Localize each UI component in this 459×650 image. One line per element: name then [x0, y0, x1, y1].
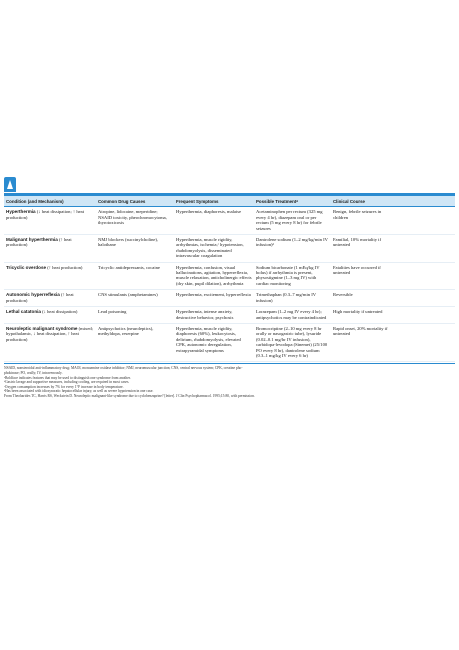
condition-cell: [4, 265, 96, 287]
clinical-course-cell: Benign, febrile seizures in children: [333, 209, 382, 220]
table-row: [4, 307, 455, 324]
symptoms-cell: Hyperthermia, muscle rigidity, arrhythmias, ischemia,ᶜ hypotension, rhabdomyolysis, disseminated intravascular coagulation: [176, 237, 244, 259]
clinical-course-cell: Reversible: [333, 292, 353, 298]
condition-name: Lethal catatonia: [6, 309, 41, 315]
header-treatment: Possible Treatmentᵃ: [256, 199, 298, 204]
condition-mechanism: (↑ heat production): [6, 292, 74, 303]
drug-causes-cell: CNS stimulants (amphetamines): [98, 292, 158, 298]
symptoms-cell: Hyperthermia, excitement, hyperreflexia: [176, 292, 251, 298]
treatment-cell: Lorazepam (1–2 mg IV every 4 hr); antipsychotics may be contraindicated: [256, 309, 327, 320]
drug-causes-cell: Antipsychotics (neuroleptics), methyldopa, reserpine: [98, 325, 154, 337]
header-clinical-course: Clinical Course: [333, 199, 365, 204]
treatment-cell: Sodium bicarbonate (1 mEq/kg IV bolus) if arrhythmia is present, physostigmine (1–3 mg IV) with cardiac monitoring: [256, 264, 320, 286]
footnote-b: ᵇGastric lavage and supportive measures, including cooling, are required in most cases.: [4, 380, 130, 385]
footnote-c: ᶜOxygen consumption increases by 7% for every 1°F increase in body temperature.: [4, 384, 124, 389]
clinical-course-cell: Rapid onset, 20% mortality if untreated: [333, 325, 388, 337]
condition-mechanism: (↓ heat dissipation; ↑ heat production): [6, 209, 84, 220]
condition-cell: [4, 326, 96, 358]
condition-name: Tricyclic overdose: [6, 264, 47, 270]
header-symptoms: Frequent Symptoms: [176, 199, 219, 204]
condition-name: Autonomic hyperreflexia: [6, 292, 60, 298]
condition-cell: [4, 237, 96, 259]
drug-causes-cell: Atropine, lidocaine, meperidine; NSAID toxicity, pheochromocytoma, thyrotoxicosis: [98, 209, 167, 226]
drug-causes-cell: Tricyclic antidepressants, cocaine: [98, 264, 160, 270]
symptoms-cell: Hyperthermia, muscle rigidity, diaphoresis (60%), leukocytosis, delirium, rhabdomyolysis, elevated CPK, autonomic deregulation, extrapyramidal symptoms: [176, 325, 241, 353]
clinical-course-cell: Familial, 10% mortality if untreated: [333, 237, 381, 248]
symptoms-cell: Hyperthermia, diaphoresis, malaise: [176, 209, 242, 215]
treatment-cell: Trimethaphan (0.3–7 mg/min IV infusion): [256, 292, 316, 303]
table-row: [4, 324, 455, 362]
footnote-abbreviations: NSAID, nonsteroidal anti-inflammatory drug; MAOI, monoamine oxidase inhibitor; NMJ, neuromuscular junction; CNS, central nervous system; CPK, creatine pho-: [4, 366, 243, 371]
condition-mechanism: (mixed; hypothalamic, ↓ heat dissipation, ↑ heat production): [6, 325, 93, 342]
table-bottom-rule: [4, 363, 455, 364]
footnote-a: ᵃBoldface indicates features that may be used to distinguish one syndrome from another.: [4, 375, 131, 380]
table-row: [4, 207, 455, 235]
table-row: [4, 290, 455, 307]
condition-name: Neuroleptic malignant syndrome: [6, 325, 78, 331]
clinical-course-cell: High mortality if untreated: [333, 309, 383, 315]
symptoms-cell: Hyperthermia, intense anxiety, destructive behavior, psychosis: [176, 309, 234, 320]
source-citation: From Theoharides TC, Harris RS, Weckstein D. Neuroleptic malignant-like syndrome due to cyclobenzaprine? [letter]. J Clin Psychopharmacol. 1995;15:80, with permission.: [4, 393, 255, 398]
drug-induced-hyperthermia-table: [4, 193, 455, 399]
condition-mechanism: (↑ heat production): [6, 237, 72, 248]
table-header-row: [4, 196, 455, 207]
table-footnotes: [4, 366, 455, 398]
condition-cell: [4, 292, 96, 303]
treatment-cell: Acetaminophen per rectum (325 mg every 4 hr), diazepam oral or per rectum (5 mg every 8 hr) for febrile seizures: [256, 209, 323, 231]
condition-mechanism: (↑ heat production): [47, 264, 83, 270]
footnote-d: ᵈHas been associated with idiosyncratic hepatocellular injury, as well as severe hypotension in one case.: [4, 389, 154, 394]
condition-mechanism: (↓ heat dissipation): [42, 309, 78, 315]
condition-cell: [4, 209, 96, 231]
table-row: [4, 235, 455, 263]
drug-causes-cell: Lead poisoning: [98, 309, 127, 315]
header-drug-causes: Common Drug Causes: [98, 199, 146, 204]
publisher-logo-icon: [4, 177, 16, 192]
header-condition: Condition (and Mechanism): [6, 199, 64, 204]
treatment-cell: Dantrolene sodium (1–2 mg/kg/min IV infusion)ᵈ: [256, 237, 328, 248]
drug-causes-cell: NMJ blockers (succinylcholine), halothane: [98, 237, 159, 248]
footnote-abbreviations-cont: phokinase; PO, orally; IV, intravenously.: [4, 370, 63, 375]
condition-name: Malignant hyperthermia: [6, 237, 58, 243]
symptoms-cell: Hyperthermia, confusion, visual hallucinations, agitation, hyperreflexia, muscle relaxation, anticholinergic effects (dry skin, pupil dilation), arrhythmia: [176, 264, 252, 286]
clinical-course-cell: Fatalities have occurred if untreated: [333, 264, 381, 276]
table-row: [4, 263, 455, 291]
condition-cell: [4, 309, 96, 320]
treatment-cell: Bromocriptine (2–10 mg every 8 hr orally or nasogastric tube), lysuride (0.02–0.1 mg/hr IV infusion), carbidopa-levodopa (Sinemet) (25/100 PO every 8 hr), dantrolene sodium (0.3–1 mg/kg IV every 6 hr): [256, 325, 328, 358]
condition-name: Hyperthermia: [6, 209, 36, 215]
